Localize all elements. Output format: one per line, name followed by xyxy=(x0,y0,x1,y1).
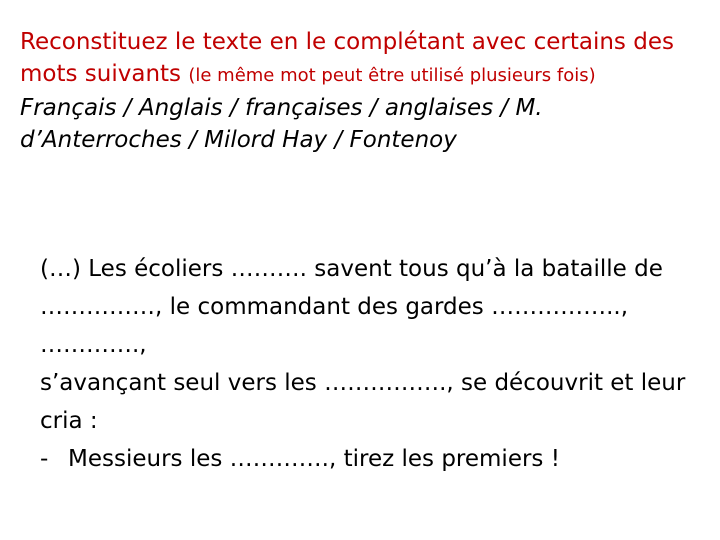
instruction-line-1: Reconstituez le texte en le complétant avec certains des xyxy=(20,29,674,55)
exercise-text xyxy=(40,250,700,478)
instruction-note: (le même mot peut être utilisé plusieurs fois) xyxy=(188,65,596,86)
exercise-line-5: Messieurs les …………., tirez les premiers ! xyxy=(68,446,560,472)
exercise-line-3: s’avançant seul vers les ……………., se découvrit et leur xyxy=(40,370,686,396)
instruction-main: mots suivants xyxy=(20,61,182,87)
word-list-line-1: Français / Anglais / françaises / anglaises / M. xyxy=(20,95,543,121)
exercise-line-4: cria : xyxy=(40,408,98,434)
word-list-line-2: d’Anterroches / Milord Hay / Fontenoy xyxy=(20,127,457,153)
exercise-line-2: ……………, le commandant des gardes …………….., …………., xyxy=(40,294,629,358)
quote-dash: - xyxy=(40,446,49,472)
instruction-line-2 xyxy=(20,58,700,92)
exercise-line-1: (…) Les écoliers ………. savent tous qu’à la bataille de xyxy=(40,256,663,282)
instructions xyxy=(20,26,700,156)
exercise-quote-line xyxy=(40,440,700,478)
word-list xyxy=(20,92,700,156)
